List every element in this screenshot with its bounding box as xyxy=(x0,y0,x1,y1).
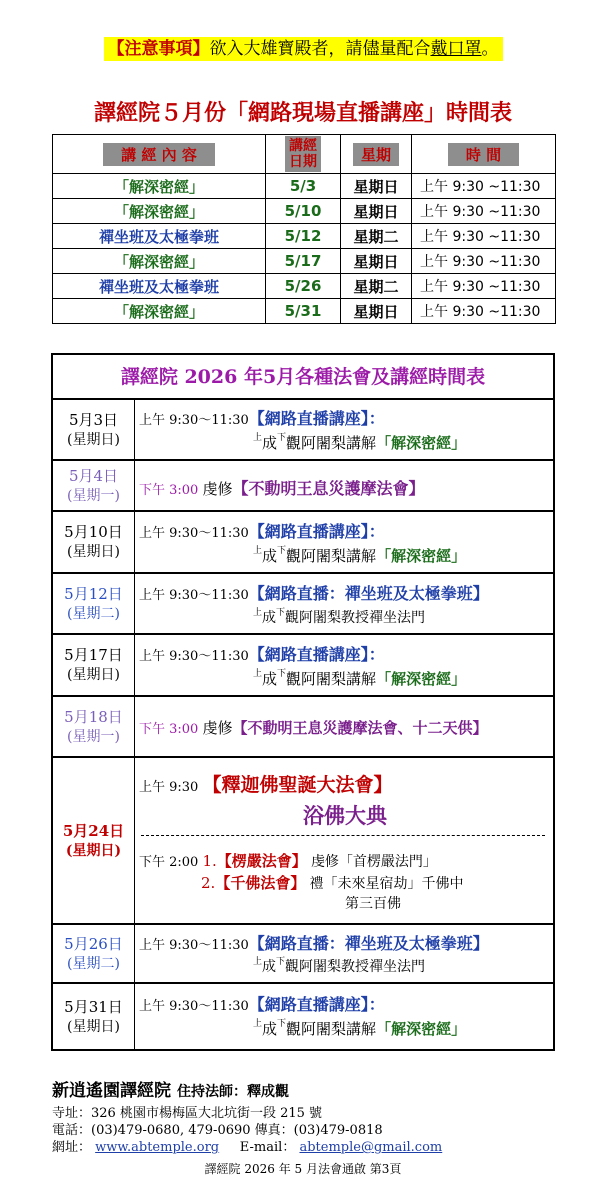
sutra-name: 「解深密經」 xyxy=(376,670,467,688)
row-event: 【網路直播：禪坐班及太極拳班】 xyxy=(248,584,489,603)
row-time: 上午 9:30～11:30 xyxy=(139,588,249,603)
row-weekday: 星期二 xyxy=(341,274,412,299)
row-content: 禪坐班及太極拳班 xyxy=(53,274,266,299)
schedule-row xyxy=(53,461,553,512)
schedule-row xyxy=(53,925,553,984)
sup-b: 下 xyxy=(277,669,287,679)
row-date-cell xyxy=(53,635,135,695)
sup-a: 上 xyxy=(253,669,263,679)
row-line1 xyxy=(139,992,385,1015)
notice-tag: 【注意事項】 xyxy=(107,39,210,59)
row-weekday: (星期日) xyxy=(67,667,120,683)
row-content: 「解深密經」 xyxy=(53,249,266,274)
teacher-name: 成 xyxy=(262,434,278,452)
row-date: 5/26 xyxy=(266,274,341,299)
row-time: 下午 2:00 xyxy=(139,855,199,870)
lecture-line: 觀阿闍梨講解 xyxy=(286,1020,377,1038)
row-date: 5月26日 xyxy=(64,934,123,953)
schedule-row xyxy=(53,512,553,574)
thousand-buddha-desc: 禮「未來星宿劫」千佛中 xyxy=(309,876,464,892)
row-date-cell xyxy=(53,758,135,923)
lecture-line: 觀阿闍梨講解 xyxy=(286,434,377,452)
row-date: 5月3日 xyxy=(68,410,119,429)
table-row xyxy=(53,249,556,274)
row-line2 xyxy=(253,607,425,627)
row-date: 5月12日 xyxy=(64,584,123,603)
row-line2 xyxy=(253,432,466,453)
sup-a: 上 xyxy=(253,433,263,443)
class-line: 觀阿闍梨教授禪坐法門 xyxy=(285,959,426,975)
row-content xyxy=(139,925,551,982)
email-link[interactable]: abtemple@gmail.com xyxy=(299,1140,443,1155)
row-content: 禪坐班及太極拳班 xyxy=(53,224,266,249)
row-time: 上午 9:30 xyxy=(139,780,199,795)
row-event: 【釋迦佛聖誕大法會】 xyxy=(202,774,393,796)
row-date-cell xyxy=(53,574,135,633)
row-weekday: (星期二) xyxy=(67,605,120,622)
notice-end: 。 xyxy=(481,39,499,59)
item-number: 1. xyxy=(202,852,217,870)
table-row xyxy=(53,224,556,249)
row-line1 xyxy=(139,581,489,604)
header-weekday-cell xyxy=(341,135,412,174)
row-content xyxy=(139,512,551,572)
row-date: 5月10日 xyxy=(64,523,123,541)
row-content xyxy=(139,697,551,756)
row-content: 「解深密經」 xyxy=(53,174,266,199)
row-weekday: (星期日) xyxy=(67,544,120,560)
row-time: 下午 3:00 xyxy=(139,722,199,737)
web-line xyxy=(52,1139,442,1156)
row-content xyxy=(139,400,551,459)
row-content: 「解深密經」 xyxy=(53,299,266,324)
row-date: 5月31日 xyxy=(64,997,123,1016)
row-date: 5/10 xyxy=(266,199,341,224)
row-event: 【網路直播講座】： xyxy=(248,645,385,664)
sup-b: 下 xyxy=(276,957,286,967)
row-weekday: (星期一) xyxy=(67,487,120,504)
row-time: 上午 9:30 ~11:30 xyxy=(412,274,556,299)
notice xyxy=(0,34,606,59)
row-line4: 第三百佛 xyxy=(345,896,401,912)
sup-b: 下 xyxy=(277,546,287,556)
sup-b: 下 xyxy=(277,1019,287,1029)
row-date-cell xyxy=(53,984,135,1049)
row-line2 xyxy=(253,668,466,689)
row-time: 上午 9:30 ~11:30 xyxy=(412,174,556,199)
row-event: 【不動明王息災護摩法會、十二天供】 xyxy=(232,719,488,737)
table-row xyxy=(53,299,556,324)
teacher-name: 成 xyxy=(262,670,278,688)
row-verb: 虔修 xyxy=(202,480,233,498)
lecture-line: 觀阿闍梨講解 xyxy=(286,670,377,688)
row-time: 上午 9:30 ~11:30 xyxy=(412,299,556,324)
schedule-box xyxy=(51,353,555,1051)
row-line2 xyxy=(253,545,466,566)
row-time: 上午 9:30～11:30 xyxy=(139,526,249,541)
table1-title: 譯經院５月份「網路現場直播講座」時間表 xyxy=(93,101,512,126)
row-weekday: 星期日 xyxy=(341,299,412,324)
sup-a: 上 xyxy=(253,608,263,618)
table1-header-row xyxy=(53,135,556,174)
class-line: 觀阿闍梨教授禪坐法門 xyxy=(285,610,426,626)
row-line3 xyxy=(201,872,463,893)
row-content xyxy=(139,984,551,1049)
header-content: 講 經 內 容 xyxy=(103,143,215,166)
row-weekday: (星期一) xyxy=(67,728,120,745)
row-content xyxy=(139,461,551,510)
row-date-cell xyxy=(53,925,135,982)
web-label: 網址： xyxy=(52,1140,92,1155)
row-content xyxy=(139,574,551,633)
row-weekday: 星期日 xyxy=(341,249,412,274)
row-weekday: (星期日) xyxy=(67,1018,120,1035)
header-date-cell xyxy=(266,135,341,174)
row-date: 5/31 xyxy=(266,299,341,324)
row-time: 上午 9:30 ~11:30 xyxy=(412,249,556,274)
schedule-row xyxy=(53,635,553,697)
row-line1 xyxy=(139,717,488,738)
sutra-name: 「解深密經」 xyxy=(376,434,467,452)
row-date-cell xyxy=(53,512,135,572)
notice-highlight xyxy=(104,37,503,61)
temple-name: 新逍遙園譯經院 xyxy=(52,1081,171,1101)
thousand-buddha-event: 【千佛法會】 xyxy=(215,874,306,892)
row-weekday: 星期日 xyxy=(341,174,412,199)
lecture-line: 觀阿闍梨講解 xyxy=(286,547,377,565)
notice-mask: 戴口罩 xyxy=(430,39,482,59)
row-weekday: 星期日 xyxy=(341,199,412,224)
schedule-title: 譯經院 2026 年5月各種法會及講經時間表 xyxy=(53,355,553,400)
row-date-cell xyxy=(53,461,135,510)
row-event: 【網路直播講座】： xyxy=(248,409,385,428)
table-row xyxy=(53,199,556,224)
row-time: 上午 9:30～11:30 xyxy=(139,413,249,428)
header-time-cell xyxy=(412,135,556,174)
surangama-desc: 虔修「首楞嚴法門」 xyxy=(310,854,437,870)
row-line2 xyxy=(139,850,437,871)
sup-a: 上 xyxy=(253,546,263,556)
row-time: 下午 3:00 xyxy=(139,483,199,498)
row-line2 xyxy=(253,956,425,976)
header-weekday: 星期 xyxy=(353,143,399,166)
website-link[interactable]: www.abtemple.org xyxy=(95,1140,220,1155)
row-line1 xyxy=(139,931,489,954)
header-date: 講經日期 xyxy=(285,136,321,172)
row-line1 xyxy=(139,476,425,499)
row-time: 上午 9:30 ~11:30 xyxy=(412,224,556,249)
dashed-separator xyxy=(141,835,545,836)
row-event: 【網路直播：禪坐班及太極拳班】 xyxy=(248,934,489,953)
row-date: 5/17 xyxy=(266,249,341,274)
teacher-name: 成 xyxy=(262,547,278,565)
schedule-row xyxy=(53,400,553,461)
row-time: 上午 9:30 ~11:30 xyxy=(412,199,556,224)
page-footer: 譯經院 2026 年 5 月法會通啟 第3頁 xyxy=(204,1162,402,1176)
row-content xyxy=(139,635,551,695)
row-date: 5月18日 xyxy=(64,707,123,726)
abbot: 住持法師：釋成觀 xyxy=(177,1084,289,1100)
teacher-name: 成 xyxy=(262,610,277,626)
row-line1 xyxy=(139,770,392,797)
row-weekday: (星期二) xyxy=(67,955,120,972)
header-time: 時 間 xyxy=(448,143,519,166)
row-date: 5月17日 xyxy=(64,646,123,664)
row-time: 上午 9:30～11:30 xyxy=(139,938,249,953)
row-weekday: (星期日) xyxy=(65,842,122,859)
notice-text: 欲入大雄寶殿者，請儘量配合 xyxy=(209,39,431,59)
row-time: 上午 9:30～11:30 xyxy=(139,649,249,664)
row-line1 xyxy=(139,519,385,542)
sup-b: 下 xyxy=(276,608,286,618)
row-event: 【不動明王息災護摩法會】 xyxy=(232,479,425,498)
row-event: 【網路直播講座】： xyxy=(248,522,385,541)
sutra-name: 「解深密經」 xyxy=(376,547,467,565)
email-label: E-mail： xyxy=(239,1140,296,1155)
schedule-row xyxy=(53,697,553,758)
table-row xyxy=(53,174,556,199)
schedule-row xyxy=(53,574,553,635)
teacher-name: 成 xyxy=(262,959,277,975)
row-date: 5/3 xyxy=(266,174,341,199)
bathing-buddha-ceremony: 浴佛大典 xyxy=(303,803,387,828)
livestream-table xyxy=(52,134,556,324)
row-date: 5/12 xyxy=(266,224,341,249)
row-line1 xyxy=(139,406,385,429)
row-date-cell xyxy=(53,400,135,459)
sutra-name: 「解深密經」 xyxy=(376,1020,467,1038)
sup-b: 下 xyxy=(277,433,287,443)
footer-heading xyxy=(52,1076,442,1101)
row-time: 上午 9:30～11:30 xyxy=(139,999,249,1014)
item-number: 2. xyxy=(201,874,216,892)
row-content: 「解深密經」 xyxy=(53,199,266,224)
row-weekday: (星期日) xyxy=(67,431,120,448)
row-line2 xyxy=(253,1018,466,1039)
sup-a: 上 xyxy=(253,1019,263,1029)
schedule-row xyxy=(53,758,553,925)
sup-a: 上 xyxy=(253,957,263,967)
row-date: 5月4日 xyxy=(68,466,119,485)
row-date: 5月24日 xyxy=(62,821,125,840)
table-row xyxy=(53,274,556,299)
surangama-event: 【楞嚴法會】 xyxy=(216,852,307,870)
schedule-row xyxy=(53,984,553,1049)
row-event: 【網路直播講座】： xyxy=(248,995,385,1014)
address: 寺址：326 桃園市楊梅區大北坑街一段 215 號 xyxy=(52,1106,323,1121)
row-date-cell xyxy=(53,697,135,756)
teacher-name: 成 xyxy=(262,1020,278,1038)
header-content-cell xyxy=(53,135,266,174)
phone: 電話：(03)479-0680, 479-0690 傳真：(03)479-0818 xyxy=(52,1123,383,1138)
row-content xyxy=(139,758,551,923)
footer xyxy=(52,1076,442,1156)
row-weekday: 星期二 xyxy=(341,224,412,249)
row-verb: 虔修 xyxy=(202,719,233,737)
row-line1 xyxy=(139,642,385,665)
